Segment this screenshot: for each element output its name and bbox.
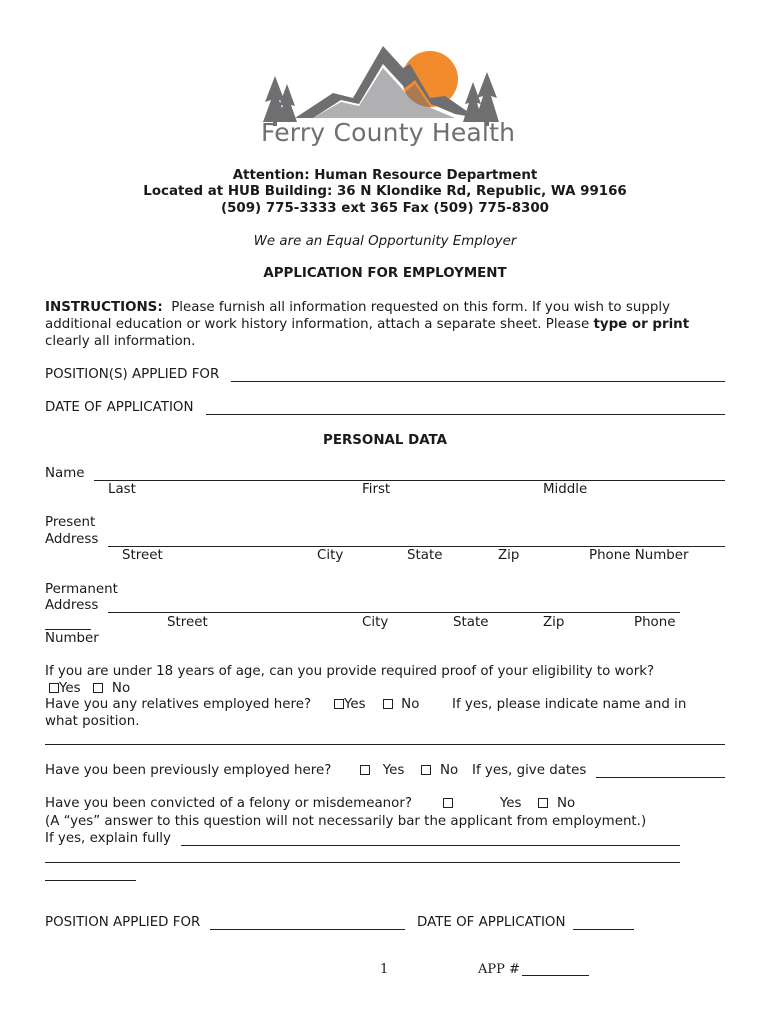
q3-text: Have you been previously employed here? (45, 763, 332, 778)
header-line-1: Attention: Human Resource Department (232, 168, 538, 183)
q2-text: Have you any relatives employed here? (45, 697, 312, 712)
q4-no-checkbox[interactable] (538, 798, 548, 808)
permanent-phone-caption: Phone (634, 615, 676, 630)
q2-no-label: No (401, 697, 420, 712)
present-zip-caption: Zip (498, 548, 520, 563)
eeo-statement: We are an Equal Opportunity Employer (253, 234, 517, 249)
permanent-zip-caption: Zip (543, 615, 565, 630)
q4-yes-label: Yes (499, 796, 522, 811)
instructions-line-2 (45, 317, 689, 332)
permanent-state-caption: State (453, 615, 489, 630)
name-underline (94, 480, 725, 481)
footer-position-label: POSITION APPLIED FOR (45, 915, 201, 930)
header-line-2: Located at HUB Building: 36 N Klondike Rd, Republic, WA 99166 (143, 184, 627, 199)
q1-text: If you are under 18 years of age, can you provide required proof of your eligibility to work? (45, 664, 655, 679)
instructions-emphasis: type or print (593, 317, 690, 332)
permanent-address-input[interactable] (110, 597, 678, 612)
present-label-2: Address (45, 532, 99, 547)
position-input[interactable] (233, 366, 723, 381)
q4-explain-underline-2 (45, 862, 680, 863)
form-title: APPLICATION FOR EMPLOYMENT (263, 266, 507, 281)
name-first-caption: First (362, 482, 391, 497)
q1-yes-checkbox[interactable] (49, 683, 59, 693)
permanent-address-underline (108, 612, 680, 613)
instructions-line-1 (45, 300, 670, 315)
footer-position-input[interactable] (212, 914, 403, 929)
logo-text: Ferry County Health (261, 118, 516, 147)
q2-followup: If yes, please indicate name and in (452, 697, 687, 712)
instructions-text-1: Please furnish all information requested on this form. If you wish to supply (171, 300, 670, 315)
q4-explain-input-2[interactable] (47, 847, 678, 862)
position-underline (231, 381, 725, 382)
q3-no-label: No (439, 763, 459, 778)
q3-no-checkbox[interactable] (421, 765, 431, 775)
instructions-label: INSTRUCTIONS: (45, 300, 163, 315)
present-label-1: Present (45, 515, 96, 530)
present-phone-caption: Phone Number (589, 548, 689, 563)
permanent-label-2: Address (45, 598, 99, 613)
permanent-number-caption: Number (45, 631, 99, 646)
q1-no-label: No (111, 681, 131, 696)
q4-yes-checkbox[interactable] (443, 798, 453, 808)
q3-dates-input[interactable] (598, 762, 723, 777)
permanent-street-caption: Street (167, 615, 208, 630)
q4-explain-label: If yes, explain fully (45, 831, 171, 846)
name-label: Name (45, 466, 85, 481)
instructions-text-2: additional education or work history information, attach a separate sheet. Please (45, 317, 590, 332)
q4-note: (A “yes” answer to this question will not necessarily bar the applicant from employment.) (45, 814, 647, 829)
q3-followup: If yes, give dates (472, 763, 587, 778)
logo (255, 38, 515, 153)
q2-answer-underline (45, 744, 725, 745)
q1-no-checkbox[interactable] (93, 683, 103, 693)
q2-no-checkbox[interactable] (383, 699, 393, 709)
q3-yes-label: Yes (382, 763, 405, 778)
footer-date-underline (573, 929, 634, 930)
header-line-3: (509) 775-3333 ext 365 Fax (509) 775-8300 (220, 201, 550, 216)
q4-no-label: No (557, 796, 576, 811)
present-city-caption: City (317, 548, 344, 563)
app-number-underline (522, 975, 589, 976)
permanent-label-1: Permanent (45, 582, 118, 597)
date-label: DATE OF APPLICATION (45, 400, 194, 415)
name-input[interactable] (96, 465, 723, 480)
q3-yes-checkbox[interactable] (360, 765, 370, 775)
q4-explain-underline-3 (45, 880, 136, 881)
name-middle-caption: Middle (543, 482, 588, 497)
present-street-caption: Street (122, 548, 163, 563)
q2-answer-input[interactable] (47, 729, 723, 744)
footer-position-underline (210, 929, 405, 930)
personal-data-heading: PERSONAL DATA (323, 433, 447, 448)
app-number-label: APP # (478, 962, 520, 977)
permanent-number-underline (45, 629, 91, 630)
position-label: POSITION(S) APPLIED FOR (45, 367, 220, 382)
q4-explain-underline-1 (181, 845, 680, 846)
page-number: 1 (380, 962, 389, 977)
date-input[interactable] (208, 399, 723, 414)
footer-date-label: DATE OF APPLICATION (417, 915, 566, 930)
date-underline (206, 414, 725, 415)
present-address-input[interactable] (110, 531, 723, 546)
q3-answers (360, 763, 458, 778)
present-address-underline (108, 546, 725, 547)
q1-yes-label: Yes (59, 681, 81, 696)
instructions-text-3: clearly all information. (45, 334, 196, 349)
present-state-caption: State (407, 548, 443, 563)
name-last-caption: Last (108, 482, 136, 497)
q4-explain-input-1[interactable] (183, 830, 678, 845)
permanent-city-caption: City (362, 615, 389, 630)
footer-date-input[interactable] (575, 914, 632, 929)
q3-dates-underline (596, 777, 725, 778)
q2-yes-checkbox[interactable] (334, 699, 344, 709)
q4-answers (443, 796, 575, 811)
q2-yes-label: Yes (344, 697, 366, 712)
q2-followup-2: what position. (45, 714, 140, 729)
q4-text: Have you been convicted of a felony or misdemeanor? (45, 796, 412, 811)
q2-answers (334, 697, 419, 712)
q1-answers (49, 681, 130, 696)
